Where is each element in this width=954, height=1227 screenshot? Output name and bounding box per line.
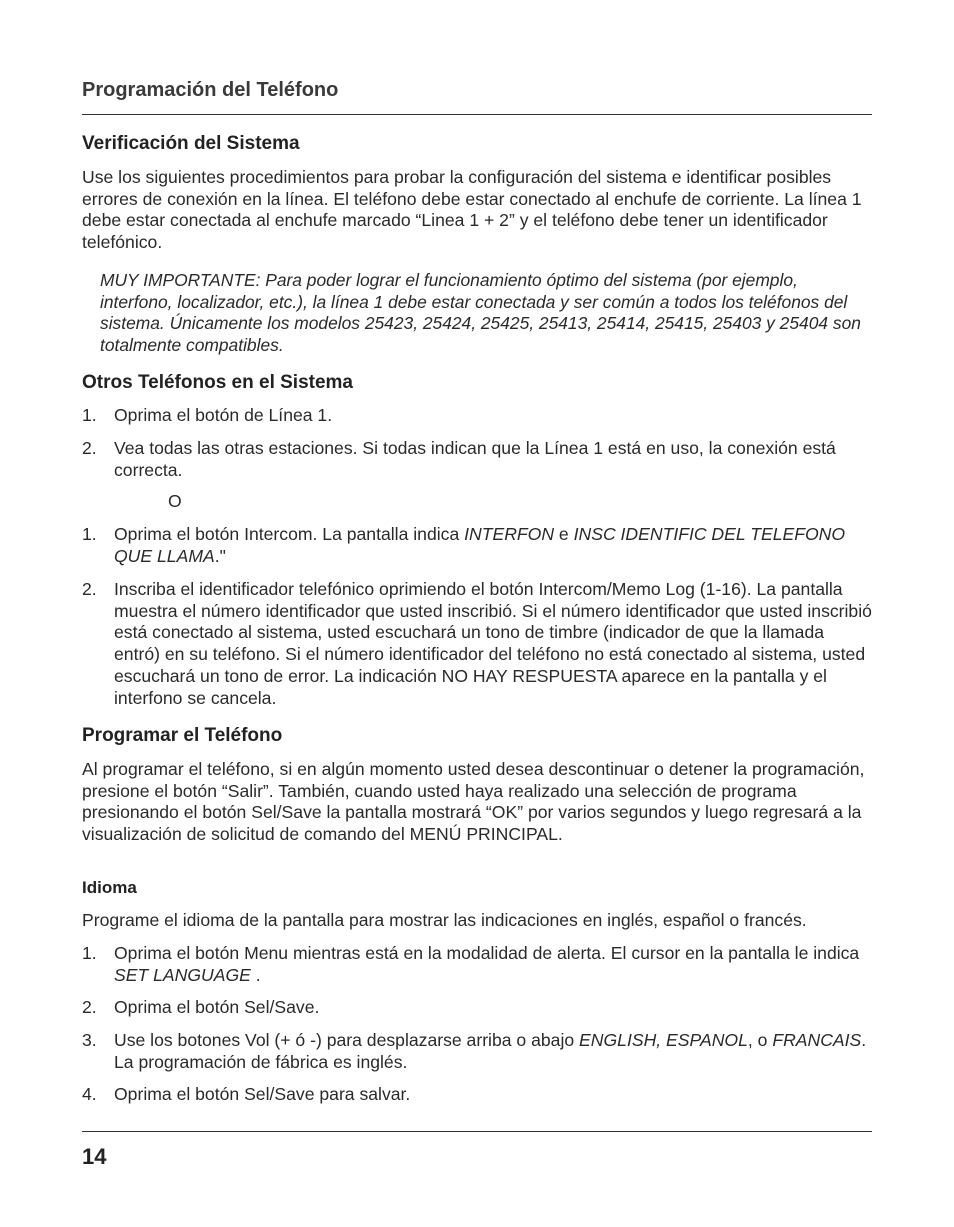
list-number: 2. (82, 997, 97, 1017)
list-number: 1. (82, 405, 97, 425)
footer-rule (82, 1131, 872, 1132)
list-item (82, 1030, 872, 1073)
text-run: . (250, 964, 261, 985)
text-run: e (554, 524, 574, 544)
header-rule (82, 114, 872, 115)
list-text: Vea todas las otras estaciones. Si todas indican que la Línea 1 está en uso, la conexión está correcta. (114, 438, 836, 480)
display-text-insc-identific: INSC IDENTIFIC DEL TELEFONO QUE LLAMA (114, 524, 846, 566)
display-text-set-language: SET LANGUAGE (114, 964, 251, 985)
list-item (82, 997, 872, 1019)
list-item (82, 438, 872, 481)
text-run: . La programación de fábrica es inglés. (114, 1030, 867, 1072)
section-heading-verificacion: Verificación del Sistema (82, 133, 300, 154)
running-header: Programación del Teléfono (82, 79, 339, 101)
list-item (82, 1084, 872, 1106)
idioma-intro: Programe el idioma de la pantalla para mostrar las indicaciones en inglés, español o francés. (82, 910, 807, 930)
list-number: 1. (82, 524, 97, 544)
section-heading-programar: Programar el Teléfono (82, 725, 283, 746)
display-text-interfon: INTERFON (464, 524, 555, 544)
list-item (82, 524, 872, 567)
list-number: 2. (82, 579, 97, 599)
programar-intro: Al programar el teléfono, si en algún momento usted desea descontinuar o detener la programación, presione el botón “Salir”. También, cuando usted haya realizado una selección de programa presionando el botón Sel/Save la pantalla mostrará “OK” por varios segundos y luego regresará a la visualización de solicitud de comando del MENÚ PRINCIPAL. (82, 759, 865, 845)
language-options: ENGLISH, ESPANOL (579, 1030, 748, 1050)
text-run: , o (747, 1030, 773, 1050)
list-text: Oprima el botón de Línea 1. (114, 405, 333, 425)
list-text: Oprima el botón Sel/Save. (114, 997, 320, 1017)
page-number: 14 (82, 1144, 107, 1169)
list-number: 2. (82, 438, 97, 458)
language-option-francais: FRANCAIS (772, 1030, 862, 1050)
list-text (114, 1030, 872, 1073)
list-item (82, 943, 872, 986)
verificacion-intro: Use los siguientes procedimientos para probar la configuración del sistema e identificar posibles errores de conexión en la línea. El teléfono debe estar conectado al enchufe de corriente. La línea 1 debe estar conectada al enchufe marcado “Linea 1 + 2” y el teléfono debe tener un identificador telefónico. (82, 167, 862, 253)
text-run: Use los botones Vol (+ ó -) para desplazarse arriba o abajo (114, 1030, 580, 1050)
text-run: Oprima el botón Intercom. La pantalla indica (114, 524, 465, 544)
or-separator: O (168, 491, 182, 511)
list-number: 3. (82, 1030, 97, 1050)
list-item (82, 405, 872, 427)
list-text (114, 524, 872, 567)
manual-page (82, 0, 872, 1227)
list-number: 4. (82, 1084, 97, 1104)
important-note: MUY IMPORTANTE: Para poder lograr el funcionamiento óptimo del sistema (por ejemplo, interfono, localizador, etc.), la línea 1 debe estar conectada y ser común a todos los teléfonos del sistema. Únicamente los modelos 25423, 25424, 25425, 25413, 25414, 25415, 25403 y 25404 son totalmente compatibles. (100, 270, 861, 356)
section-heading-otros-telefonos: Otros Teléfonos en el Sistema (82, 372, 354, 393)
list-text: Oprima el botón Sel/Save para salvar. (114, 1084, 411, 1104)
text-run: ." (214, 545, 226, 566)
subsection-heading-idioma: Idioma (82, 878, 137, 897)
list-text: Inscriba el identificador telefónico oprimiendo el botón Intercom/Memo Log (1-16). La pantalla muestra el número identificador que usted inscribió. Si el número identificador que usted inscribió está conectado al sistema, usted escuchará un tono de timbre (indicador de que la llamada entró) en su teléfono. Si el número identificador del teléfono no está conectado al sistema, usted escuchará un tono de error. La indicación NO HAY RESPUESTA aparece en la pantalla y el interfono se cancela. (114, 579, 872, 708)
list-text (114, 943, 872, 986)
text-run: Oprima el botón Menu mientras está en la modalidad de alerta. El cursor en la pantalla le indica (114, 943, 860, 963)
list-number: 1. (82, 943, 97, 963)
list-item (82, 579, 872, 709)
